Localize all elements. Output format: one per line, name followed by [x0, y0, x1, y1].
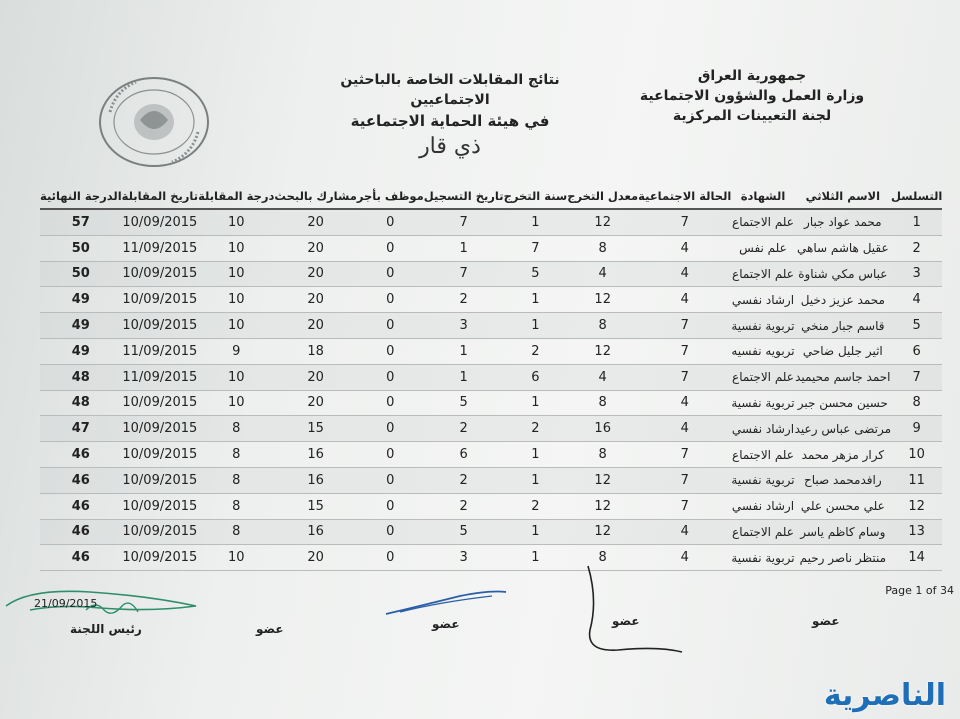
cell-contract-employee: 0: [357, 338, 424, 364]
cell-gpa: 16: [567, 416, 638, 442]
col-serial: التسلسل: [891, 184, 942, 209]
cell-name: اثير جليل ضاحي: [795, 338, 891, 364]
cell-marital-status: 7: [638, 313, 731, 339]
cell-interview-date: 10/09/2015: [122, 287, 198, 313]
cell-final-score: 48: [40, 364, 122, 390]
cell-gpa: 12: [567, 467, 638, 493]
table-row: [40, 416, 942, 442]
cell-interview-date: 10/09/2015: [122, 545, 198, 571]
cell-registration-date: 3: [424, 545, 504, 571]
cell-research-participant: 20: [274, 209, 356, 235]
cell-contract-employee: 0: [357, 209, 424, 235]
cell-interview-score: 10: [198, 390, 274, 416]
table-row: [40, 338, 942, 364]
cell-serial: 11: [891, 467, 942, 493]
cell-marital-status: 4: [638, 287, 731, 313]
signature-date: 21/09/2015: [34, 597, 98, 610]
cell-final-score: 47: [40, 416, 122, 442]
cell-final-score: 48: [40, 390, 122, 416]
cell-grad-year: 1: [504, 442, 568, 468]
cell-name: محمد عزيز دخيل: [795, 287, 891, 313]
cell-contract-employee: 0: [357, 390, 424, 416]
cell-marital-status: 4: [638, 390, 731, 416]
cell-name: رافدمحمد صباح: [795, 467, 891, 493]
cell-registration-date: 7: [424, 209, 504, 235]
cell-grad-year: 7: [504, 235, 568, 261]
cell-interview-date: 10/09/2015: [122, 519, 198, 545]
cell-marital-status: 7: [638, 364, 731, 390]
cell-gpa: 12: [567, 493, 638, 519]
cell-interview-score: 10: [198, 209, 274, 235]
cell-registration-date: 5: [424, 390, 504, 416]
cell-interview-date: 10/09/2015: [122, 442, 198, 468]
cell-grad-year: 1: [504, 209, 568, 235]
col-name: الاسم الثلاثي: [795, 184, 891, 209]
cell-interview-score: 10: [198, 287, 274, 313]
document-title: [300, 70, 600, 162]
cell-certificate: تربويه نفسيه: [731, 338, 794, 364]
ministry-title: وزارة العمل والشؤون الاجتماعية: [639, 88, 865, 104]
cell-serial: 14: [891, 545, 942, 571]
cell-final-score: 50: [40, 235, 122, 261]
col-registration-date: تاريخ التسجيل: [424, 184, 504, 209]
cell-contract-employee: 0: [357, 416, 424, 442]
cell-marital-status: 7: [638, 338, 731, 364]
cell-research-participant: 20: [274, 545, 356, 571]
cell-certificate: تربوية نفسية: [731, 467, 794, 493]
cell-research-participant: 15: [274, 493, 356, 519]
cell-interview-score: 8: [198, 442, 274, 468]
cell-interview-date: 10/09/2015: [122, 261, 198, 287]
cell-serial: 7: [891, 364, 942, 390]
cell-marital-status: 7: [638, 493, 731, 519]
cell-interview-date: 10/09/2015: [122, 416, 198, 442]
cell-certificate: علم الاجتماع: [731, 209, 794, 235]
cell-name: وسام كاظم ياسر: [795, 519, 891, 545]
results-table: [40, 184, 942, 571]
col-grad-year: سنة التخرج: [504, 184, 568, 209]
cell-interview-date: 11/09/2015: [122, 235, 198, 261]
cell-gpa: 8: [567, 545, 638, 571]
cell-final-score: 46: [40, 545, 122, 571]
cell-registration-date: 7: [424, 261, 504, 287]
cell-interview-score: 8: [198, 493, 274, 519]
country-title: جمهورية العراق: [697, 68, 807, 84]
table-row: [40, 467, 942, 493]
cell-contract-employee: 0: [357, 519, 424, 545]
cell-research-participant: 15: [274, 416, 356, 442]
province-title: ذي قار: [419, 134, 481, 159]
cell-certificate: ارشاد نفسي: [731, 493, 794, 519]
cell-serial: 8: [891, 390, 942, 416]
cell-contract-employee: 0: [357, 545, 424, 571]
cell-interview-score: 8: [198, 416, 274, 442]
cell-research-participant: 20: [274, 390, 356, 416]
cell-gpa: 12: [567, 338, 638, 364]
cell-research-participant: 20: [274, 287, 356, 313]
cell-name: مرتضى عباس رعيد: [795, 416, 891, 442]
cell-registration-date: 2: [424, 287, 504, 313]
cell-interview-score: 10: [198, 261, 274, 287]
cell-name: حسين محسن جبر: [795, 390, 891, 416]
cell-certificate: ارشاد نفسي: [731, 416, 794, 442]
cell-grad-year: 2: [504, 338, 568, 364]
cell-serial: 13: [891, 519, 942, 545]
cell-grad-year: 1: [504, 467, 568, 493]
cell-interview-date: 10/09/2015: [122, 313, 198, 339]
cell-marital-status: 4: [638, 416, 731, 442]
member-label-1: عضو: [256, 622, 284, 636]
cell-registration-date: 1: [424, 364, 504, 390]
cell-gpa: 12: [567, 209, 638, 235]
cell-certificate: علم الاجتماع: [731, 261, 794, 287]
col-certificate: الشهادة: [731, 184, 794, 209]
cell-grad-year: 1: [504, 287, 568, 313]
cell-serial: 6: [891, 338, 942, 364]
col-interview-date: تاريخ المقابلة: [122, 184, 198, 209]
cell-certificate: ارشاد نفسي: [731, 287, 794, 313]
table-row: [40, 364, 942, 390]
col-gpa: معدل التخرج: [567, 184, 638, 209]
cell-grad-year: 6: [504, 364, 568, 390]
page-indicator: Page 1 of 34: [885, 584, 954, 597]
cell-contract-employee: 0: [357, 364, 424, 390]
cell-serial: 1: [891, 209, 942, 235]
cell-registration-date: 3: [424, 313, 504, 339]
cell-research-participant: 16: [274, 467, 356, 493]
cell-marital-status: 4: [638, 519, 731, 545]
cell-interview-date: 10/09/2015: [122, 493, 198, 519]
cell-name: كرار مزهر محمد: [795, 442, 891, 468]
cell-interview-date: 11/09/2015: [122, 364, 198, 390]
cell-serial: 12: [891, 493, 942, 519]
cell-registration-date: 2: [424, 467, 504, 493]
table-row: [40, 519, 942, 545]
cell-gpa: 8: [567, 313, 638, 339]
cell-registration-date: 6: [424, 442, 504, 468]
cell-research-participant: 20: [274, 313, 356, 339]
table-header-row: [40, 184, 942, 209]
cell-registration-date: 2: [424, 493, 504, 519]
member-label-3: عضو: [612, 614, 640, 628]
cell-contract-employee: 0: [357, 287, 424, 313]
ministry-seal-icon: [96, 72, 212, 172]
cell-research-participant: 20: [274, 235, 356, 261]
member-label-4: عضو: [812, 614, 840, 628]
cell-interview-date: 11/09/2015: [122, 338, 198, 364]
cell-interview-score: 10: [198, 364, 274, 390]
cell-serial: 4: [891, 287, 942, 313]
cell-gpa: 12: [567, 287, 638, 313]
cell-grad-year: 2: [504, 416, 568, 442]
cell-marital-status: 7: [638, 467, 731, 493]
cell-final-score: 46: [40, 442, 122, 468]
col-interview-score: درجة المقابلة: [198, 184, 274, 209]
cell-certificate: علم الاجتماع: [731, 519, 794, 545]
committee-head-label: رئيس اللجنة: [70, 622, 142, 636]
col-research-participant: مشارك بالبحث: [274, 184, 356, 209]
table-row: [40, 261, 942, 287]
cell-name: احمد جاسم محيميد: [795, 364, 891, 390]
cell-registration-date: 5: [424, 519, 504, 545]
cell-name: عقيل هاشم ساهي: [795, 235, 891, 261]
cell-contract-employee: 0: [357, 313, 424, 339]
table-row: [40, 493, 942, 519]
cell-name: علي محسن علي: [795, 493, 891, 519]
col-marital-status: الحالة الاجتماعية: [638, 184, 731, 209]
cell-research-participant: 16: [274, 442, 356, 468]
cell-gpa: 4: [567, 261, 638, 287]
cell-interview-score: 8: [198, 467, 274, 493]
cell-grad-year: 1: [504, 313, 568, 339]
cell-research-participant: 18: [274, 338, 356, 364]
cell-final-score: 46: [40, 467, 122, 493]
cell-name: منتظر ناصر رحيم: [795, 545, 891, 571]
cell-marital-status: 4: [638, 545, 731, 571]
cell-certificate: علم الاجتماع: [731, 442, 794, 468]
cell-grad-year: 1: [504, 545, 568, 571]
col-final-score: الدرجة النهائية: [40, 184, 122, 209]
cell-serial: 9: [891, 416, 942, 442]
cell-interview-date: 10/09/2015: [122, 390, 198, 416]
cell-certificate: تربوية نفسية: [731, 545, 794, 571]
cell-contract-employee: 0: [357, 235, 424, 261]
cell-grad-year: 1: [504, 390, 568, 416]
cell-marital-status: 7: [638, 442, 731, 468]
cell-interview-date: 10/09/2015: [122, 467, 198, 493]
cell-marital-status: 4: [638, 235, 731, 261]
cell-interview-score: 10: [198, 235, 274, 261]
cell-gpa: 12: [567, 519, 638, 545]
member-label-2: عضو: [432, 617, 460, 631]
table-row: [40, 287, 942, 313]
table-row: [40, 390, 942, 416]
committee-title: لجنة التعيينات المركزية: [672, 108, 832, 124]
member-signature-2: [380, 588, 510, 618]
cell-serial: 3: [891, 261, 942, 287]
cell-serial: 2: [891, 235, 942, 261]
cell-gpa: 8: [567, 235, 638, 261]
cell-grad-year: 5: [504, 261, 568, 287]
table-row: [40, 545, 942, 571]
cell-serial: 10: [891, 442, 942, 468]
cell-certificate: علم نفس: [731, 235, 794, 261]
ministry-header: [622, 66, 882, 126]
cell-marital-status: 4: [638, 261, 731, 287]
cell-gpa: 4: [567, 364, 638, 390]
cell-registration-date: 2: [424, 416, 504, 442]
cell-registration-date: 1: [424, 338, 504, 364]
cell-certificate: علم الاجتماع: [731, 364, 794, 390]
table-row: [40, 235, 942, 261]
cell-final-score: 49: [40, 287, 122, 313]
cell-contract-employee: 0: [357, 467, 424, 493]
cell-grad-year: 2: [504, 493, 568, 519]
cell-serial: 5: [891, 313, 942, 339]
cell-final-score: 49: [40, 338, 122, 364]
authority-title: في هيئة الحماية الاجتماعية: [350, 112, 550, 130]
cell-marital-status: 7: [638, 209, 731, 235]
cell-final-score: 46: [40, 519, 122, 545]
results-title: نتائج المقابلات الخاصة بالباحثين الاجتماعيين: [340, 72, 560, 108]
cell-contract-employee: 0: [357, 442, 424, 468]
cell-registration-date: 1: [424, 235, 504, 261]
cell-interview-score: 10: [198, 545, 274, 571]
watermark-logo: الناصرية: [823, 678, 946, 713]
cell-certificate: تربوية نفسية: [731, 390, 794, 416]
table-row: [40, 313, 942, 339]
cell-interview-date: 10/09/2015: [122, 209, 198, 235]
cell-final-score: 46: [40, 493, 122, 519]
cell-name: محمد عواد جبار: [795, 209, 891, 235]
cell-contract-employee: 0: [357, 493, 424, 519]
cell-certificate: تربوية نفسية: [731, 313, 794, 339]
cell-final-score: 49: [40, 313, 122, 339]
cell-interview-score: 10: [198, 313, 274, 339]
cell-grad-year: 1: [504, 519, 568, 545]
cell-name: قاسم جبار منخي: [795, 313, 891, 339]
cell-gpa: 8: [567, 442, 638, 468]
cell-final-score: 57: [40, 209, 122, 235]
cell-research-participant: 20: [274, 261, 356, 287]
cell-research-participant: 20: [274, 364, 356, 390]
cell-interview-score: 9: [198, 338, 274, 364]
cell-final-score: 50: [40, 261, 122, 287]
cell-research-participant: 16: [274, 519, 356, 545]
cell-gpa: 8: [567, 390, 638, 416]
committee-head-signature: [0, 584, 210, 624]
cell-contract-employee: 0: [357, 261, 424, 287]
table-row: [40, 442, 942, 468]
cell-interview-score: 8: [198, 519, 274, 545]
col-contract-employee: موظف بأجر: [357, 184, 424, 209]
member-signature-3: [578, 560, 688, 660]
cell-name: عباس مكي شناوة: [795, 261, 891, 287]
table-row: [40, 209, 942, 235]
